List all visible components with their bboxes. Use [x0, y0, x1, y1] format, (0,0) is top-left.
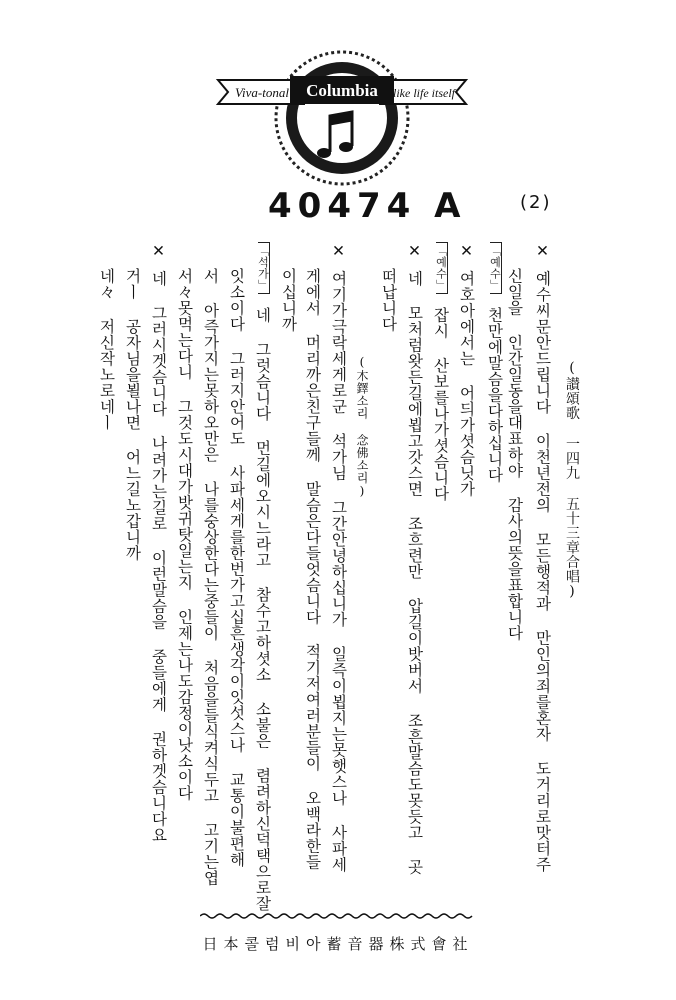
column-text: 떠납니다: [379, 268, 398, 332]
text-column: [432, 242, 448, 502]
catalog-number: 40474 A: [268, 186, 467, 226]
column-text: 여호아에서는 어듸가셧슴닛가: [457, 270, 476, 497]
logo-right-text: like life itself: [393, 86, 455, 100]
footer-divider: [200, 912, 476, 920]
column-text: 이십니까: [279, 268, 298, 332]
column-text: 네々 저신작노로네ㅣ: [97, 268, 116, 431]
column-text: 잡시 산보를나가셧슴니다: [431, 307, 450, 502]
text-column: [228, 268, 244, 868]
text-column: [406, 242, 422, 875]
text-column: [254, 242, 270, 912]
column-text: 네 그러시겟슴니다 나려가는길로 이런말슴을 중들에게 권하겟슴니다요: [149, 270, 168, 843]
text-column: [124, 268, 140, 561]
song-title: (讃頌歌 一四九 五十三章合唱): [564, 360, 580, 600]
logo-brand: Columbia: [306, 81, 378, 100]
speaker-label: 「예수」: [436, 242, 448, 294]
speaker-label: 「석가」: [258, 242, 270, 294]
column-text: 서々못먹는다니 그것도시대가밧귀탓일는지 인제는나도감정이낫소이다: [175, 268, 194, 801]
column-text: 네 모처럼왓든길에뵙고갓스면 조흐련만 압길이밧버서 조흔말슴도못듯고 곳: [405, 270, 424, 875]
text-column: [202, 268, 218, 886]
column-text: 잇소이다 그러지안어도 사파세게를한번가고십흔생각이잇섯스나 교통이불편해: [227, 268, 246, 868]
column-text: 거ㅣ 공자님을뵐나면 어느길노갑니까: [123, 268, 142, 561]
column-text: 여기가극락세게로군 석가님 그간안녕하십니가 일즉이뵙지는못햇스나 사파세: [329, 270, 348, 873]
cross-mark: ✕: [457, 242, 476, 261]
text-column: [176, 268, 192, 801]
column-text: 신일을 인간일동을대표하야 감사의뜻을표합니다: [505, 268, 524, 641]
text-column: [356, 355, 368, 499]
logo-left-text: Viva-tonal: [235, 85, 289, 100]
column-text: 네 그럿슴니다 먼길에오시느라고 참수고하셧소 소불은 렴려하신덕택으로잘: [253, 307, 272, 912]
column-text: 예수씨문안드립니다 이천년전의 모든행적과 만인의죄를혼자 도거리로맛터주: [533, 270, 552, 873]
text-column: [486, 242, 502, 483]
page-number: (2): [520, 192, 552, 213]
text-column: [458, 242, 474, 497]
text-column: [506, 268, 522, 641]
text-column: [380, 268, 396, 332]
column-text: (木鐸소리 念佛소리): [355, 355, 369, 499]
text-column: [150, 242, 166, 843]
cross-mark: ✕: [533, 242, 552, 261]
column-text: 천만에말슴을다하십니다: [485, 307, 504, 483]
publisher-footer: 日本콜럼비아蓄音器株式會社: [202, 935, 474, 953]
text-column: [280, 268, 296, 332]
text-column: [304, 268, 320, 870]
text-column: [534, 242, 550, 873]
column-text: 서 아즉가지는못하오만은 나를숭상한다는중들이 처음을들식켜식두고 고기는엽: [201, 268, 220, 886]
cross-mark: ✕: [149, 242, 168, 261]
column-text: 게에서 머리까은친구들께 말슴은다들엇슴니다 적기저여러분들이 오백라한들: [303, 268, 322, 870]
speaker-label: 「예수」: [490, 242, 502, 294]
text-column: [98, 268, 114, 431]
text-column: [330, 242, 346, 873]
cross-mark: ✕: [329, 242, 348, 261]
cross-mark: ✕: [405, 242, 424, 261]
columbia-logo: [212, 50, 472, 190]
